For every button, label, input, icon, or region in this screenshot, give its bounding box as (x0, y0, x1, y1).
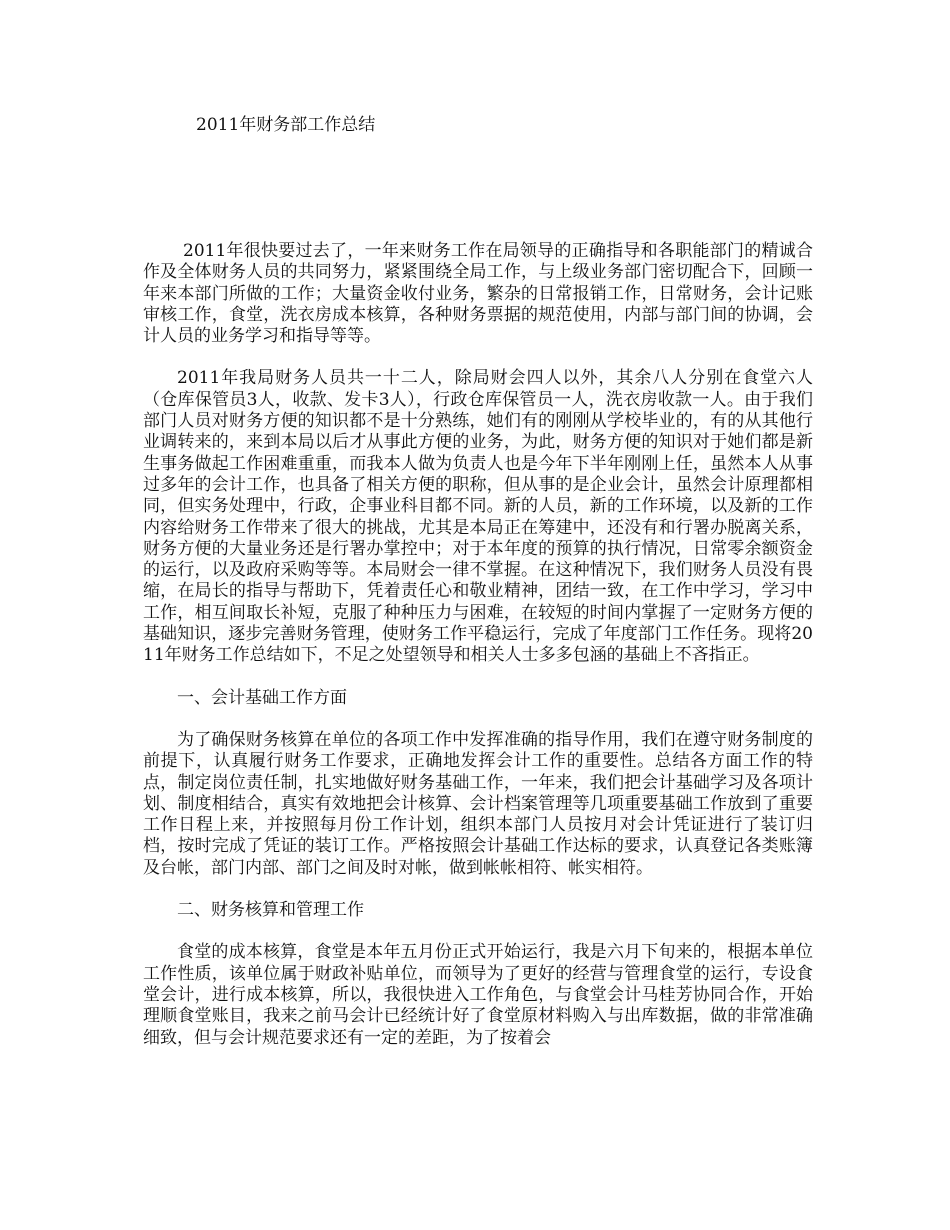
paragraph-staff: 2011年我局财务人员共一十二人，除局财会四人以外，其余八人分别在食堂六人（仓库保管员3人，收款、发卡3人），行政仓库保管员一人，洗衣房收款一人。由于我们部门人员对财务方便的知识都不是十分熟练，她们有的刚刚从学校毕业的，有的从其他行业调转来的，来到本局以后才从事此方便的业务，为此，财务方便的知识对于她们都是新生事务做起工作困难重重，而我本人做为负责人也是今年下半年刚刚上任，虽然本人从事过多年的会计工作，也具备了相关方便的职称，但从事的是企业会计，虽然会计原理都相同，但实务处理中，行政，企事业科目都不同。新的人员，新的工作环境，以及新的工作内容给财务工作带来了很大的挑战，尤其是本局正在筹建中，还没有和行署办脱离关系，财务方便的大量业务还是行署办掌控中；对于本年度的预算的执行情况，日常零余额资金的运行，以及政府采购等等。本局财会一律不掌握。在这种情况下，我们财务人员没有畏缩，在局长的指导与帮助下，凭着责任心和敬业精神，团结一致，在工作中学习，学习中工作，相互间取长补短，克服了种种压力与困难，在较短的时间内掌握了一定财务方便的基础知识，逐步完善财务管理，使财务工作平稳运行，完成了年度部门工作任务。现将2011年财务工作总结如下，不足之处望领导和相关人士多多包涵的基础上不吝指正。 (143, 368, 813, 666)
section-heading-financial-management: 二、财务核算和管理工作 (177, 900, 364, 921)
document-body (143, 241, 813, 1070)
paragraph-financial-management: 食堂的成本核算，食堂是本年五月份正式开始运行，我是六月下旬来的，根据本单位工作性质，该单位属于财政补贴单位，而领导为了更好的经营与管理食堂的运行，专设食堂会计，进行成本核算，所以，我很快进入工作角色，与食堂会计马桂芳协同合作，开始理顺食堂账目，我来之前马会计已经统计好了食堂原材料购入与出库数据，做的非常准确细致，但与会计规范要求还有一定的差距，为了按着会 (143, 942, 813, 1048)
section-heading-accounting-basics: 一、会计基础工作方面 (177, 687, 347, 708)
document-title: 2011年财务部工作总结 (196, 115, 376, 135)
paragraph-accounting-basics: 为了确保财务核算在单位的各项工作中发挥准确的指导作用，我们在遵守财务制度的前提下，认真履行财务工作要求，正确地发挥会计工作的重要性。总结各方面工作的特点，制定岗位责任制，扎实地做好财务基础工作，一年来，我们把会计基础学习及各项计划、制度相结合，真实有效地把会计核算、会计档案管理等几项重要基础工作放到了重要工作日程上来，并按照每月份工作计划，组织本部门人员按月对会计凭证进行了装订归档，按时完成了凭证的装订工作。严格按照会计基础工作达标的要求，认真登记各类账簿及台帐，部门内部、部门之间及时对帐，做到帐帐相符、帐实相符。 (143, 729, 813, 878)
paragraph-intro: 2011年很快要过去了，一年来财务工作在局领导的正确指导和各职能部门的精诚合作及全体财务人员的共同努力，紧紧围绕全局工作，与上级业务部门密切配合下，回顾一年来本部门所做的工作；大量资金收付业务，繁杂的日常报销工作，日常财务，会计记账审核工作，食堂，洗衣房成本核算，各种财务票据的规范使用，内部与部门间的协调，会计人员的业务学习和指导等等。 (143, 241, 813, 347)
